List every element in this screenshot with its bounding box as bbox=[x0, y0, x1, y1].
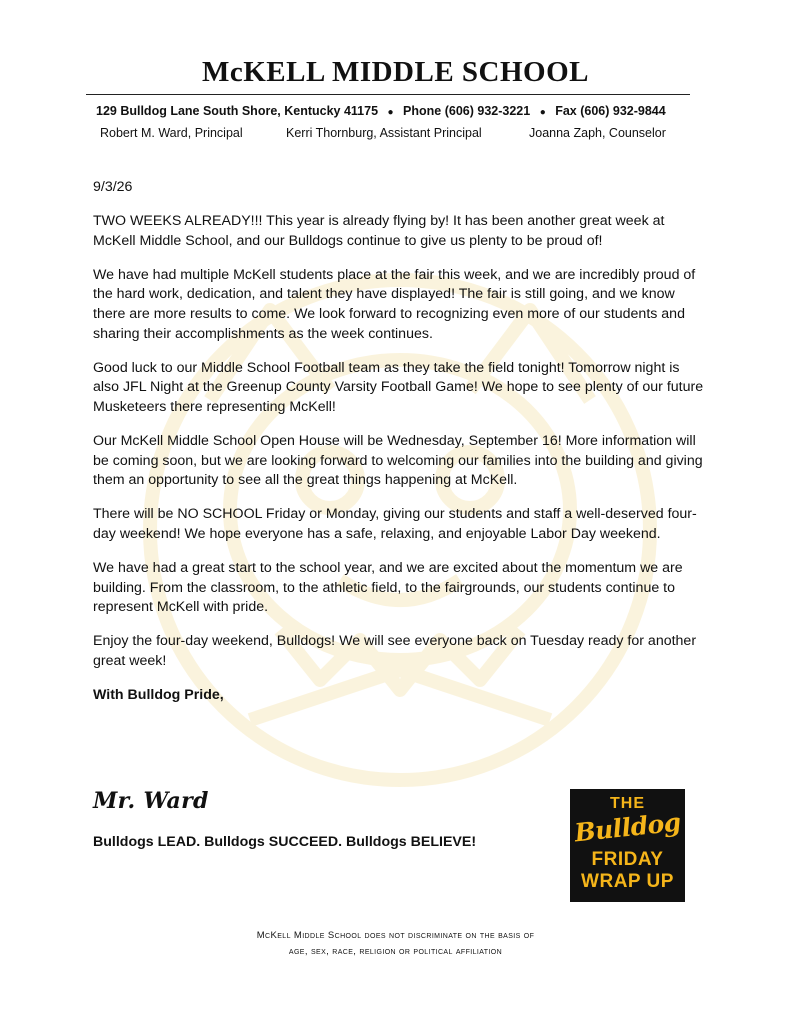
motto: Bulldogs LEAD. Bulldogs SUCCEED. Bulldogs BELIEVE! bbox=[93, 834, 477, 850]
fax: Fax (606) 932-9844 bbox=[555, 104, 666, 118]
header-divider bbox=[86, 94, 690, 95]
badge-line-the: THE bbox=[610, 795, 645, 812]
paragraph: There will be NO SCHOOL Friday or Monday, giving our students and staff a well-deserved four-day weekend! We hope everyone has a safe, relaxing, and enjoyable Labor Day weekend. bbox=[93, 506, 697, 542]
friday-wrap-up-badge bbox=[570, 789, 685, 902]
paragraph: Our McKell Middle School Open House will be Wednesday, September 16! More information will be coming soon, but we are looking forward to welcoming our families into the building and giving them an opportunity to see all the great things happening at McKell. bbox=[93, 432, 703, 489]
school-name: McKELL MIDDLE SCHOOL bbox=[201, 56, 590, 88]
closing: With Bulldog Pride, bbox=[93, 686, 224, 703]
letter-date: 9/3/26 bbox=[93, 179, 133, 195]
badge-line-friday: FRIDAY bbox=[591, 849, 664, 870]
paragraph: We have had a great start to the school year, and we are excited about the momentum we are building. From the classroom, to the athletic field, to the fairgrounds, our students continue to represent McKell with pride. bbox=[93, 559, 683, 616]
paragraph: TWO WEEKS ALREADY!!! This year is already flying by! It has been another great week at McKell Middle School, and our Bulldogs continue to give us plenty to be proud of! bbox=[93, 213, 665, 249]
paragraph: We have had multiple McKell students place at the fair this week, and we are incredibly proud of the hard work, dedication, and talent they have displayed! The fair is still going, and we know there are more results to come. We look forward to recognizing even more of our students and sharing their accomplishments as the week continues. bbox=[93, 266, 696, 342]
address: 129 Bulldog Lane South Shore, Kentucky 41175 bbox=[96, 104, 379, 118]
phone: Phone (606) 932-3221 bbox=[403, 104, 531, 118]
paragraph: Good luck to our Middle School Football team as they take the field tonight! Tomorrow night is also JFL Night at the Greenup County Varsity Football Game! We hope to see plenty of our future Musketeers there representing McKell! bbox=[93, 359, 704, 415]
paragraph: Enjoy the four-day weekend, Bulldogs! We will see everyone back on Tuesday ready for another great week! bbox=[93, 633, 697, 669]
bullet-separator: ● bbox=[539, 107, 546, 118]
staff-counselor: Joanna Zaph, Counselor bbox=[529, 126, 666, 140]
badge-line-wrap-up: WRAP UP bbox=[581, 871, 674, 892]
nondiscrimination-footer bbox=[0, 928, 791, 960]
contact-line bbox=[96, 104, 696, 118]
staff-principal: Robert M. Ward, Principal bbox=[100, 126, 243, 140]
footer-line: age, sex, race, religion or political affiliation bbox=[288, 946, 503, 957]
signature: Mr. Ward bbox=[93, 788, 209, 814]
bullet-separator: ● bbox=[387, 107, 394, 118]
staff-assistant-principal: Kerri Thornburg, Assistant Principal bbox=[286, 126, 482, 140]
footer-line: McKell Middle School does not discriminate on the basis of bbox=[256, 930, 535, 941]
badge-line-bulldog: Bulldog bbox=[573, 807, 682, 848]
letter-body bbox=[93, 178, 705, 720]
